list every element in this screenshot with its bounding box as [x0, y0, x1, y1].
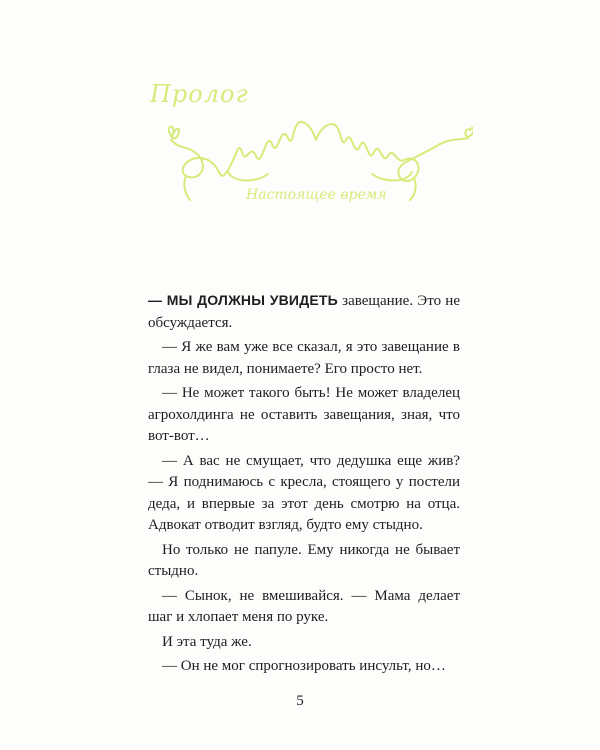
chapter-title: Пролог [150, 80, 249, 108]
paragraph [148, 290, 460, 334]
paragraph: — Он не мог спрогнозировать инсульт, но… [162, 658, 446, 674]
paragraph: — А вас не смущает, что дедушка еще жив? — Я поднимаюсь с кресла, стоящего у постели деда, и впервые за этот день смотрю на отца. Адвокат отводит взгляд, будто ему стыдно. [148, 452, 460, 533]
chapter-subtitle: Настоящее время [246, 187, 387, 203]
paragraph: — Не может такого быть! Не может владелец агрохолдинга не оставить завещания, зная, что вот-вот… [148, 385, 460, 444]
body-text [148, 290, 460, 681]
paragraph: И эта туда же. [162, 633, 252, 650]
paragraph: — Сынок, не вмешивайся. — Мама делает шаг и хлопает меня по руке. [148, 587, 460, 625]
paragraph: Но только не папуле. Ему никогда не бывает стыдно. [148, 541, 460, 579]
paragraph: — Я же вам уже все сказал, я это завещание в глаза не видел, понимаете? Его просто нет. [148, 339, 460, 377]
paragraph-text: завещание. Это не обсуждается. [148, 293, 460, 331]
paragraph-lead: — МЫ ДОЛЖНЫ УВИДЕТЬ [148, 292, 338, 308]
page-number: 5 [296, 693, 304, 709]
